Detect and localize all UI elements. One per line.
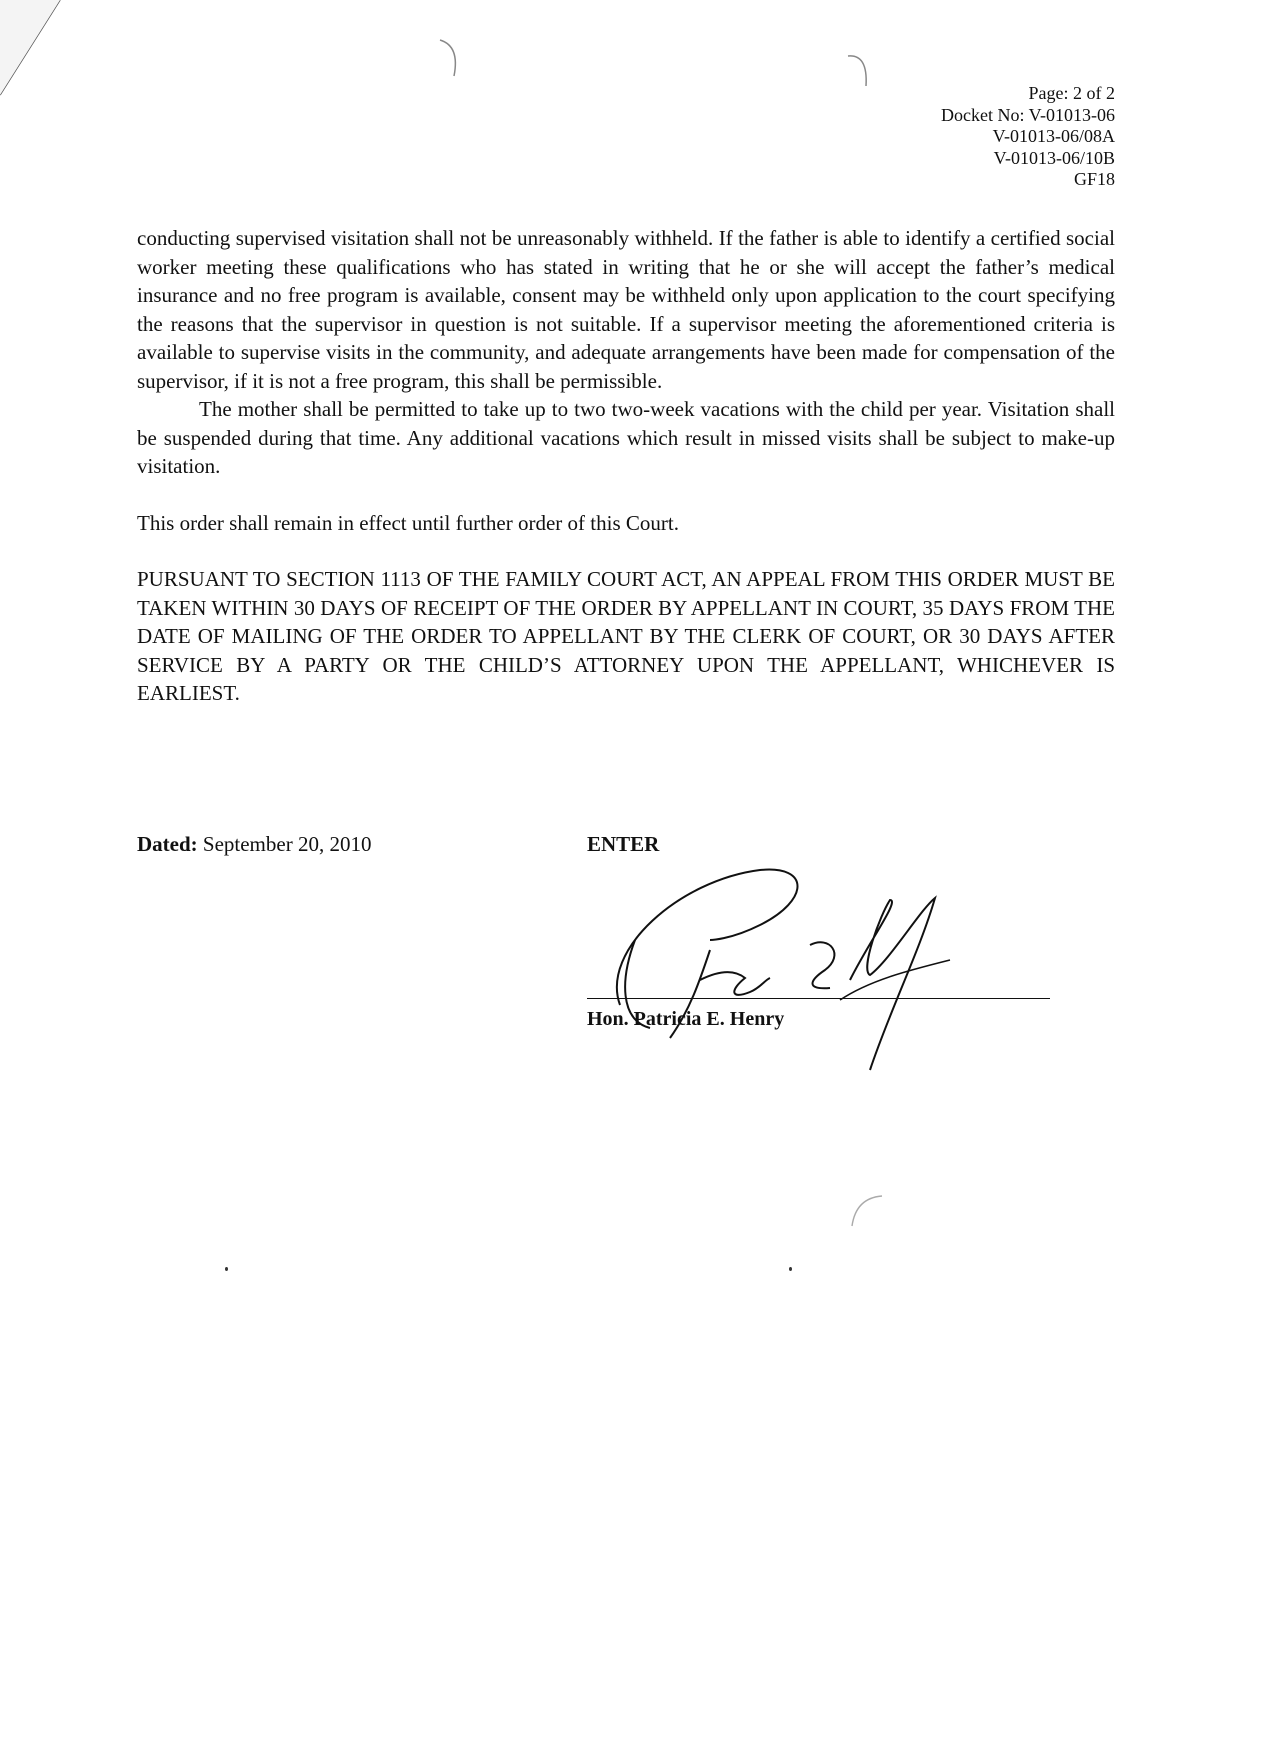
docket-number-3: V-01013-06/10B <box>993 147 1115 168</box>
docket-number-2: V-01013-06/08A <box>992 126 1115 146</box>
scan-speck <box>789 1267 792 1271</box>
paragraph-vacations: The mother shall be permitted to take up to two two-week vacations with the child per year. Visitation shall be suspended during that time. Any additional vacations which result in missed visits shall be subject to make-up visitation. <box>137 397 1115 478</box>
signature-line <box>587 998 1050 999</box>
paragraph-supervision: conducting supervised visitation shall not be unreasonably withheld. If the father is able to identify a certified social worker meeting these qualifications who has stated in writing that he or she will accept the father’s medical insurance and no free program is available, consent may be withheld only upon application to the court specifying the reasons that the supervisor in question is not suitable. If a supervisor meeting the aforementioned criteria is available to supervise visits in the community, and adequate arrangements have been made for compensation of the supervisor, if it is not a free program, this shall be permissible. <box>137 226 1115 393</box>
scan-mark <box>436 36 466 82</box>
document-header <box>941 83 1115 191</box>
docket-number: Docket No: V-01013-06 <box>941 104 1115 125</box>
order-body <box>137 224 1115 708</box>
enter-label: ENTER <box>587 832 660 856</box>
folded-corner-mark <box>0 0 80 110</box>
form-code: GF18 <box>1073 169 1115 189</box>
scan-speck <box>225 1267 228 1271</box>
paragraph-effect: This order shall remain in effect until further order of this Court. <box>137 510 679 535</box>
dated-label: Dated: <box>137 832 198 856</box>
scan-mark <box>846 50 876 96</box>
page-number: Page: 2 of 2 <box>1028 83 1115 103</box>
scan-mark <box>846 1192 886 1232</box>
judge-signature <box>560 860 1080 1080</box>
dated-value: September 20, 2010 <box>202 832 372 856</box>
dated-line <box>137 832 371 857</box>
judge-name: Hon. Patricia E. Henry <box>587 1008 785 1030</box>
paragraph-appeal-notice: PURSUANT TO SECTION 1113 OF THE FAMILY COURT ACT, AN APPEAL FROM THIS ORDER MUST BE TAKEN WITHIN 30 DAYS OF RECEIPT OF THE ORDER BY APPELLANT IN COURT, 35 DAYS FROM THE DATE OF MAILING OF THE ORDER TO APPELLANT BY THE CLERK OF COURT, OR 30 DAYS AFTER SERVICE BY A PARTY OR THE CHILD’S ATTORNEY UPON THE APPELLANT, WHICHEVER IS EARLIEST. <box>137 567 1115 705</box>
